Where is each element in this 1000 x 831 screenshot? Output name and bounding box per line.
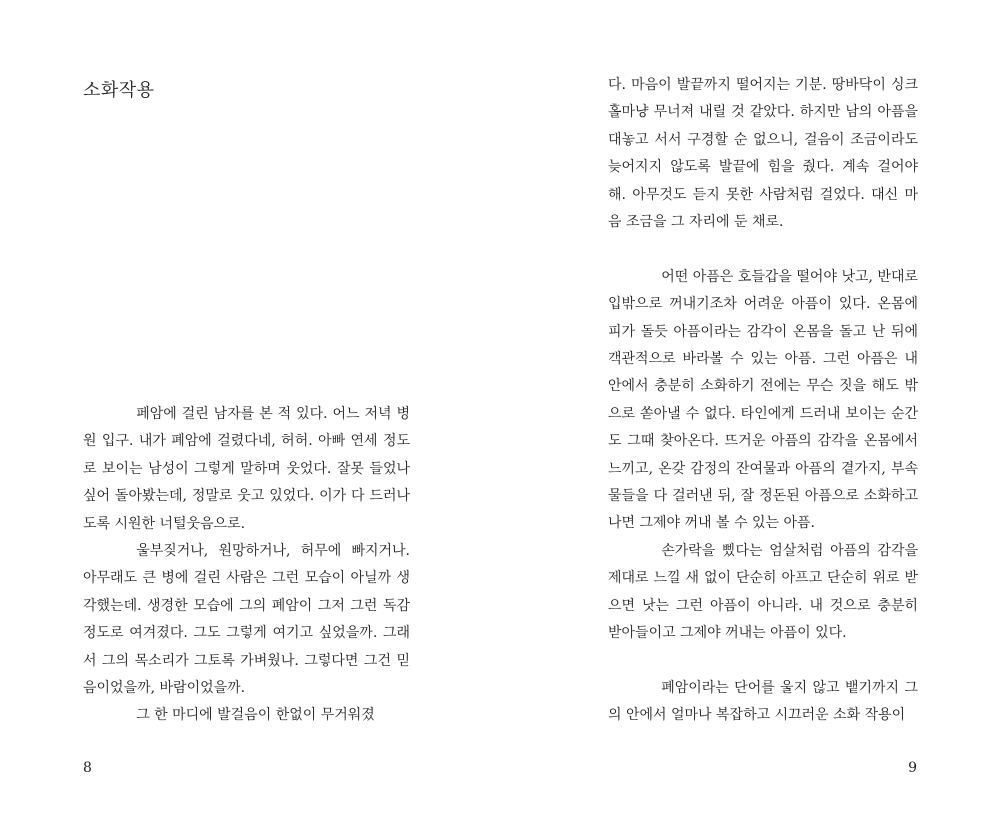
left-text-column — [83, 401, 410, 730]
paragraph: 어떤 아픔은 호들갑을 떨어야 낫고, 반대로 입밖으로 꺼내기조차 어려운 아픔이 있다. 온몸에 피가 돌듯 아픔이라는 감각이 온몸을 돌고 난 뒤에 객관적으로 바라볼 수 있는 아픔. 그런 아픔은 내 안에서 충분히 소화하기 전에는 무슨 짓을 해도 밖으로 쏟아낼 수 없다. 타인에게 드러내 보이는 순간도 그때 찾아온다. 뜨거운 아픔의 감각을 온몸에서 느끼고, 온갖 감정의 잔여물과 아픔의 곁가지, 부속물들을 다 걸러낸 뒤, 잘 정돈된 아픔으로 소화하고 나면 그제야 꺼내 볼 수 있는 아픔. — [608, 268, 918, 532]
right-page — [500, 0, 1000, 831]
chapter-title: 소화작용 — [83, 80, 155, 101]
paragraph: 페암에 걸린 남자를 본 적 있다. 어느 저녁 병원 입구. 내가 폐암에 걸렸다네, 허허. 아빠 연세 정도로 보이는 남성이 그렇게 말하며 웃었다. 잘못 들었나 싶어 돌아봤는데, 정말로 웃고 있었다. 이가 다 드러나도록 시원한 너털웃음으로. — [83, 406, 410, 532]
paragraph: 울부짖거나, 원망하거나, 허무에 빠지거나. 아무래도 큰 병에 걸린 사람은 그런 모습이 아닐까 생각했는데. 생경한 모습에 그의 폐암이 그저 그런 독감 정도로 여겨졌다. 그도 그렇게 여기고 싶었을까. 그래서 그의 목소리가 그토록 가벼웠나. 그렇다면 그건 믿음이었을까, 바람이었을까. — [83, 543, 410, 697]
page-number: 8 — [83, 760, 92, 776]
right-text-column — [608, 72, 918, 730]
paragraph: 손가락을 삤다는 엄살처럼 아픔의 감각을 제대로 느낄 새 없이 단순히 아프고 단순히 위로 받으면 낫는 그런 아픔이 아니라. 내 것으로 충분히 받아들이고 그제야 꺼내는 아픔이 있다. — [608, 542, 918, 642]
paragraph: 그 한 마디에 발걸음이 한없이 무거워졌 — [136, 707, 375, 724]
paragraph: 다. 마음이 발끝까지 떨어지는 기분. 땅바닥이 싱크홀마냥 무너져 내릴 것 같았다. 하지만 남의 아픔을 대놓고 서서 구경할 순 없으니, 걸음이 조금이라도 늦어지지 않도록 발끝에 힘을 줬다. 계속 걸어야 해. 아무것도 듣지 못한 사람처럼 걸었다. 대신 마음 조금을 그 자리에 둔 채로. — [608, 77, 918, 231]
paragraph: 폐암이라는 단어를 울지 않고 뱉기까지 그의 안에서 얼마나 복잡하고 시끄러운 소화 작용이 — [608, 679, 918, 724]
paragraph-break — [608, 648, 918, 675]
page-number: 9 — [908, 760, 917, 776]
paragraph-break — [608, 236, 918, 263]
